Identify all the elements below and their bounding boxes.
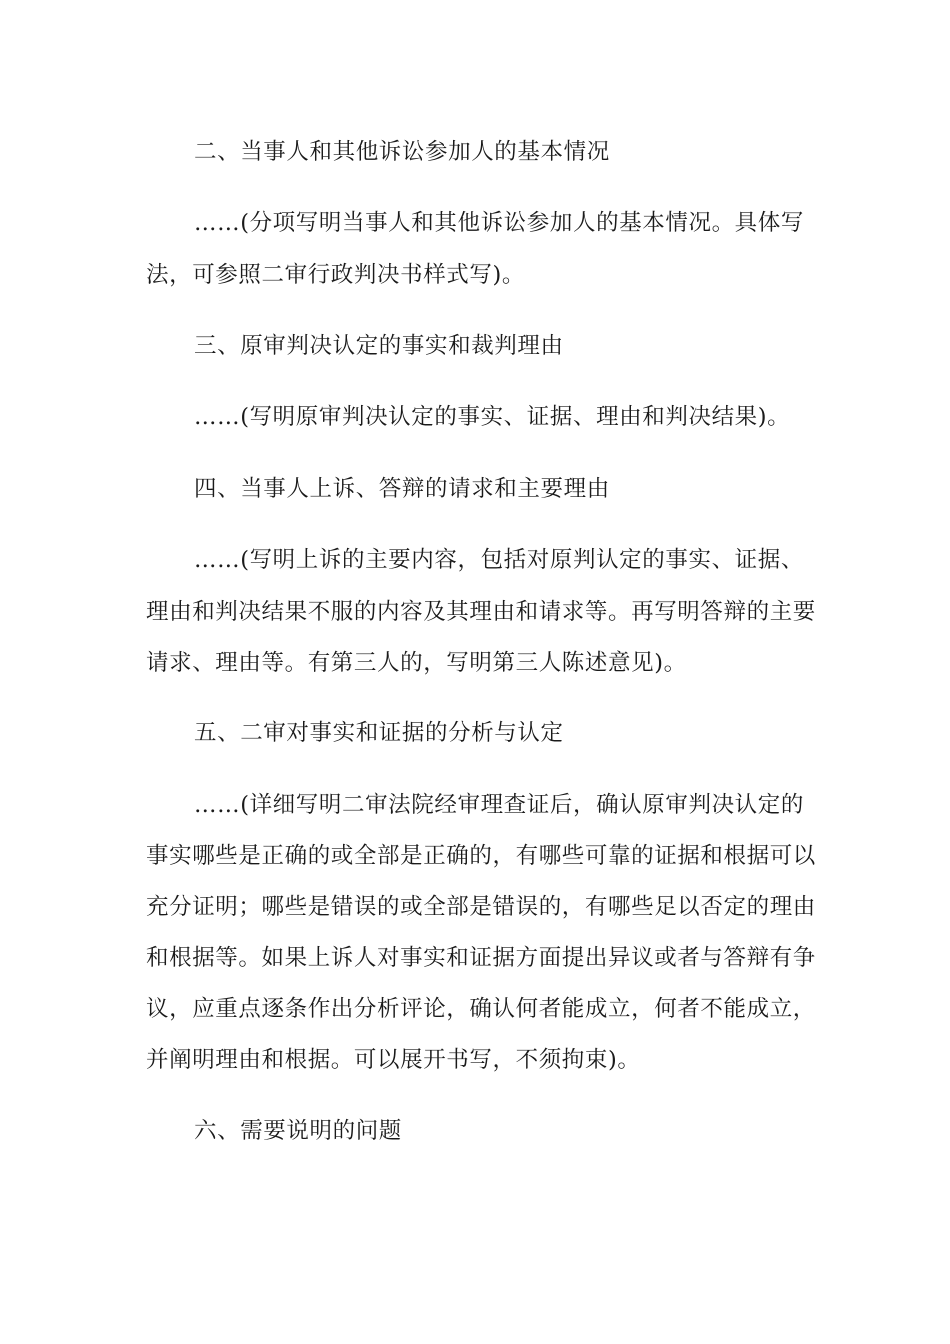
paragraph-line: 法，可参照二审行政判决书样式写)。: [146, 262, 525, 288]
paragraph-line: 请求、理由等。有第三人的，写明第三人陈述意见)。: [146, 650, 687, 676]
section-heading-5: 五、二审对事实和证据的分析与认定: [194, 720, 564, 746]
section-heading-4: 四、当事人上诉、答辩的请求和主要理由: [194, 476, 610, 502]
section-heading-3: 三、原审判决认定的事实和裁判理由: [194, 333, 564, 359]
paragraph-line: 并阐明理由和根据。可以展开书写，不须拘束)。: [146, 1047, 641, 1073]
paragraph-line: 和根据等。如果上诉人对事实和证据方面提出异议或者与答辩有争: [146, 945, 816, 971]
paragraph-line: 理由和判决结果不服的内容及其理由和请求等。再写明答辩的主要: [146, 599, 816, 625]
paragraph-line: ……(分项写明当事人和其他诉讼参加人的基本情况。具体写: [194, 210, 804, 236]
paragraph-line: ……(写明原审判决认定的事实、证据、理由和判决结果)。: [194, 404, 791, 430]
paragraph-line: 充分证明；哪些是错误的或全部是错误的，有哪些足以否定的理由: [146, 894, 816, 920]
paragraph-line: 事实哪些是正确的或全部是正确的，有哪些可靠的证据和根据可以: [146, 843, 816, 869]
paragraph-line: 议，应重点逐条作出分析评论，确认何者能成立，何者不能成立，: [146, 996, 816, 1022]
paragraph-line: ……(详细写明二审法院经审理查证后，确认原审判决认定的: [194, 792, 804, 818]
section-heading-6: 六、需要说明的问题: [194, 1118, 402, 1144]
section-heading-2: 二、当事人和其他诉讼参加人的基本情况: [194, 139, 610, 165]
paragraph-line: ……(写明上诉的主要内容，包括对原判认定的事实、证据、: [194, 547, 804, 573]
